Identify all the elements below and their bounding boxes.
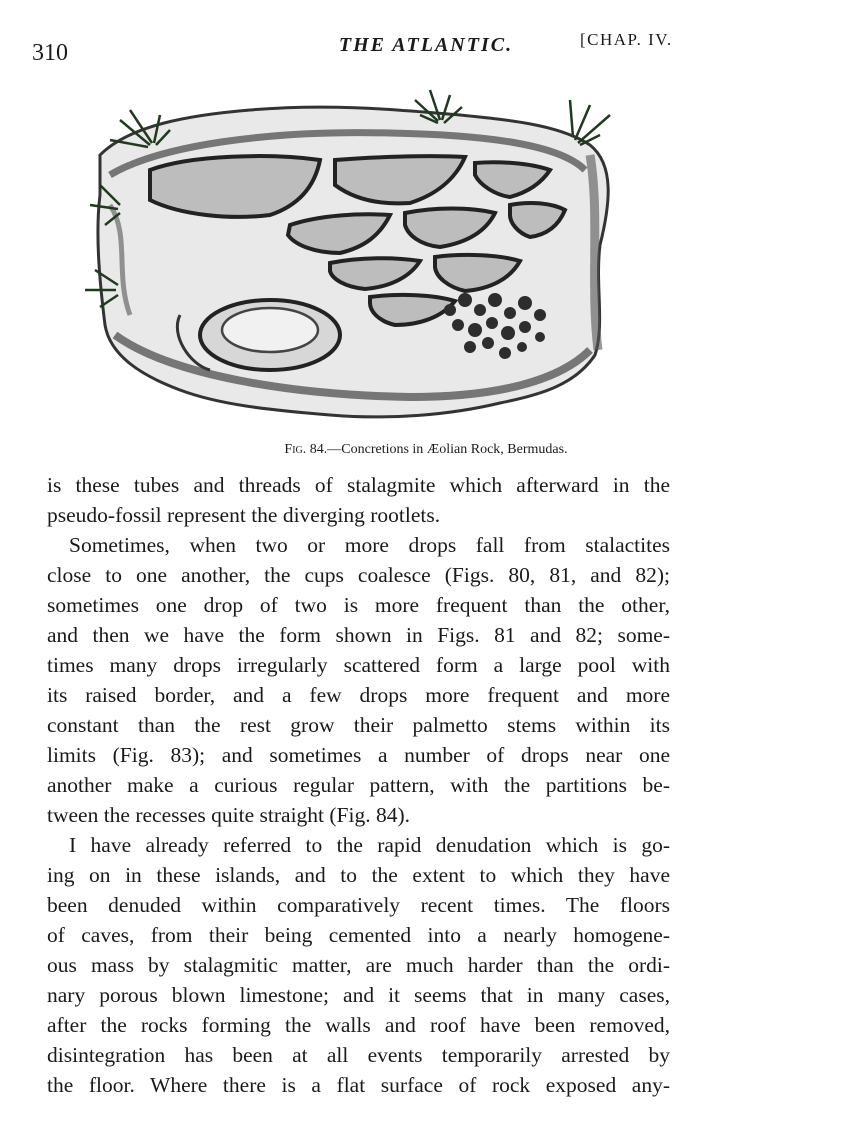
chapter-label: [CHAP. IV. bbox=[580, 30, 673, 49]
text-line: been denuded within comparatively recent times. The floors bbox=[47, 893, 670, 917]
text-line: Sometimes, when two or more drops fall from stalactites bbox=[69, 533, 670, 557]
text-line: tween the recesses quite straight (Fig. 84). bbox=[47, 803, 411, 827]
text-line: of caves, from their being cemented into a nearly homogene- bbox=[47, 923, 670, 947]
running-title: THE ATLANTIC. bbox=[338, 34, 514, 56]
text-line: ing on in these islands, and to the extent to which they have bbox=[47, 863, 670, 887]
text-line: and then we have the form shown in Figs. 81 and 82; some- bbox=[47, 623, 670, 647]
text-line: close to one another, the cups coalesce (Figs. 80, 81, and 82); bbox=[47, 563, 670, 587]
concretions-engraving bbox=[70, 85, 630, 430]
text-line: ous mass by stalagmitic matter, are much harder than the ordi- bbox=[47, 953, 670, 977]
text-line: disintegration has been at all events temporarily arrested by bbox=[47, 1043, 670, 1067]
text-line: times many drops irregularly scattered form a large pool with bbox=[47, 653, 670, 677]
paragraph-2 bbox=[47, 530, 670, 830]
figure-caption-text: —Concretions in Æolian Rock, Bermudas. bbox=[327, 442, 568, 457]
text-line: I have already referred to the rapid denudation which is go- bbox=[69, 833, 670, 857]
text-line: the floor. Where there is a flat surface of rock exposed any- bbox=[47, 1073, 670, 1097]
text-line: is these tubes and threads of stalagmite which afterward in the bbox=[47, 473, 670, 497]
text-line: nary porous blown limestone; and it seems that in many cases, bbox=[47, 983, 670, 1007]
figure-label: Fig. 84. bbox=[284, 442, 328, 457]
paragraph-3 bbox=[47, 830, 670, 1100]
text-line: constant than the rest grow their palmetto stems within its bbox=[47, 713, 670, 737]
text-line: another make a curious regular pattern, with the partitions be- bbox=[47, 773, 670, 797]
text-line: limits (Fig. 83); and sometimes a number of drops near one bbox=[47, 743, 670, 767]
text-line: its raised border, and a few drops more frequent and more bbox=[47, 683, 670, 707]
figure-caption bbox=[0, 442, 852, 458]
text-line: pseudo-fossil represent the diverging rootlets. bbox=[47, 503, 441, 527]
figure-illustration bbox=[70, 85, 630, 430]
text-line: after the rocks forming the walls and roof have been removed, bbox=[47, 1013, 670, 1037]
page-number: 310 bbox=[32, 40, 68, 66]
text-line: sometimes one drop of two is more frequent than the other, bbox=[47, 593, 670, 617]
paragraph-1 bbox=[47, 470, 670, 530]
body-text bbox=[47, 470, 670, 1100]
